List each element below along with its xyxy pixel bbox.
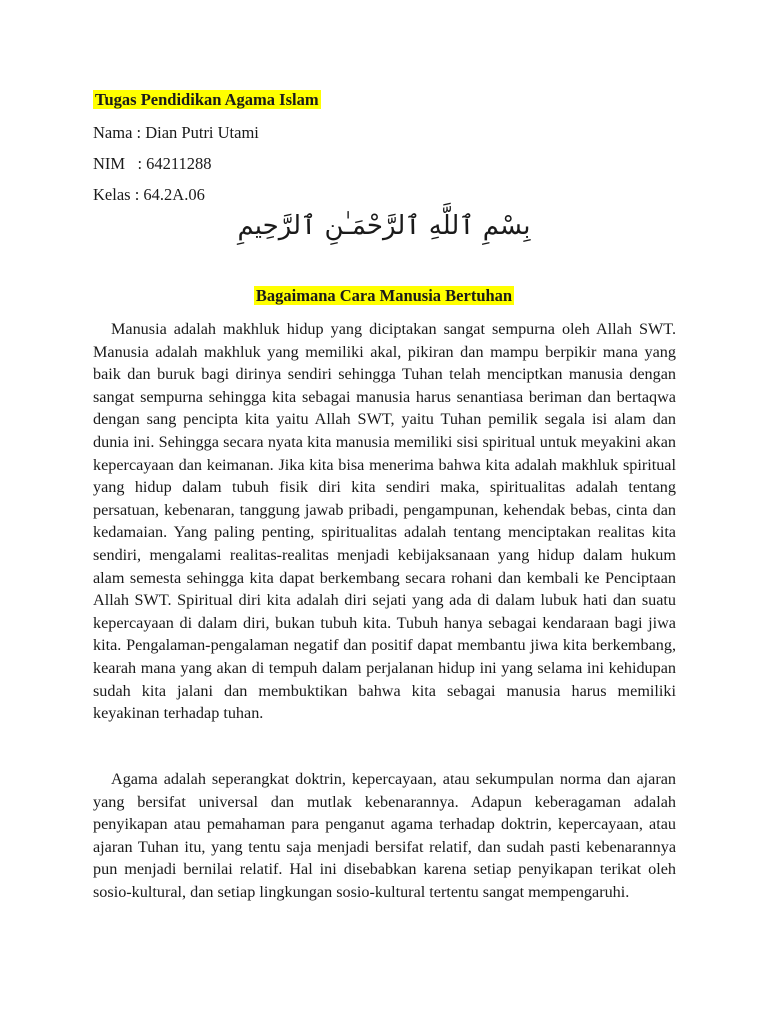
student-class: Kelas : 64.2A.06 xyxy=(93,185,205,204)
document-title xyxy=(93,90,321,110)
basmalah: بِسْمِ ٱللَّهِ ٱلرَّحْمَـٰنِ ٱلرَّحِيمِ xyxy=(237,211,531,241)
student-name: Nama : Dian Putri Utami xyxy=(93,123,259,142)
section-title-text: Bagaimana Cara Manusia Bertuhan xyxy=(255,286,513,305)
document-title-text: Tugas Pendidikan Agama Islam xyxy=(95,90,319,109)
paragraph-1: Manusia adalah makhluk hidup yang diciptakan sangat sempurna oleh Allah SWT. Manusia adalah makhluk yang memiliki akal, pikiran dan mampu berpikir mana yang baik dan buruk bagi dirinya sendiri sehingga Tuhan telah menciptkan manusia dengan sangat sempurna sehingga kita sebagai manusia harus senantiasa beriman dan bertaqwa dengan sang pencipta kita yaitu Allah SWT, yaitu Tuhan pemilik segala isi alam dan dunia ini. Sehingga secara nyata kita manusia memiliki sisi spiritual untuk meyakini akan kepercayaan dan keimanan. Jika kita bisa menerima bahwa kita adalah makhluk spiritual yang hidup dalam tubuh fisik diri kita sendiri maka, spiritualitas adalah tentang persatuan, kebenaran, tanggung jawab pribadi, pengampunan, kehendak bebas, cinta dan kedamaian. Yang paling penting, spiritualitas adalah tentang menciptakan realitas kita sendiri, mengalami realitas-realitas menjadi kebijaksanaan yang hidup dalam hukum alam semesta sehingga kita dapat berkembang secara rohani dan kembali ke Penciptaan Allah SWT. Spiritual diri kita adalah diri sejati yang ada di dalam lubuk hati dan suatu kepercayaan di dalam diri, bukan tubuh kita. Tubuh hanya sebagai kendaraan bagi jiwa kita. Pengalaman-pengalaman negatif dan positif dapat membantu jiwa kita berkembang, kearah mana yang akan di tempuh dalam perjalanan hidup ini yang selama ini kehidupan sudah kita jalani dan membuktikan bahwa kita sebagai manusia harus memiliki keyakinan terhadap tuhan. xyxy=(93,320,676,723)
section-title xyxy=(0,286,768,306)
student-nim: NIM : 64211288 xyxy=(93,154,212,173)
paragraph-2: Agama adalah seperangkat doktrin, kepercayaan, atau sekumpulan norma dan ajaran yang bersifat universal dan mutlak kebenarannya. Adapun keberagaman adalah penyikapan atau pemahaman para penganut agama terhadap doktrin, kepercayaan, atau ajaran Tuhan itu, yang tentu saja menjadi bersifat relatif, dan sudah pasti kebenarannya pun menjadi bernilai relatif. Hal ini disebabkan karena setiap penyikapan terikat oleh sosio-kultural, dan setiap lingkungan sosio-kultural tertentu sangat mempengaruhi. xyxy=(93,770,676,901)
